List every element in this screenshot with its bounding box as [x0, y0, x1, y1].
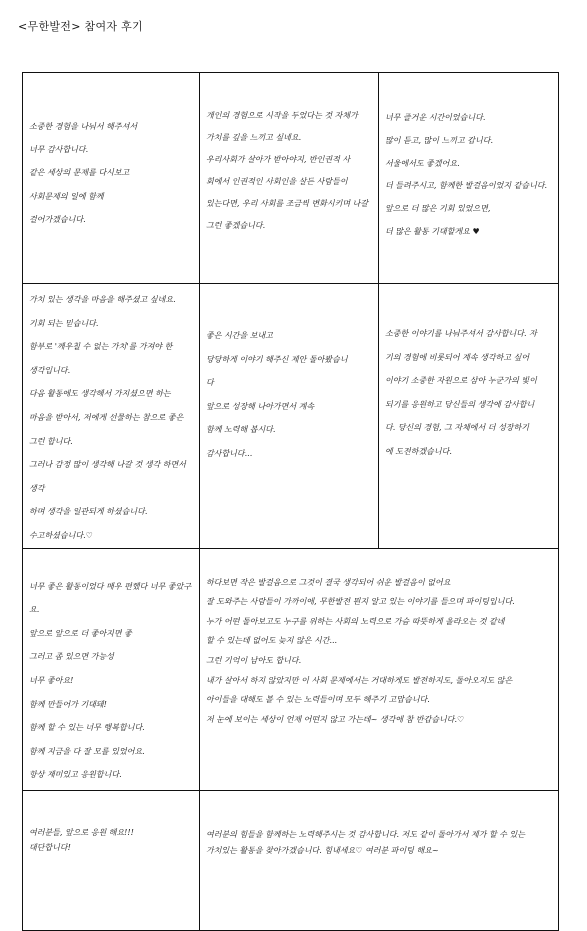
- review-table: [22, 72, 559, 931]
- review-cell: [200, 284, 379, 549]
- review-text: 여러분의 힘들을 함께하는 노력해주시는 것 감사합니다. 저도 같이 돌아가서 제가 할 수 있는 가치있는 활동을 찾아가겠습니다. 힘내세요♡ 여러분 파이팅 해요~: [206, 829, 525, 855]
- review-text: 소중한 경험을 나눠서 해주셔서 너무 감사합니다. 같은 세상의 문제를 다시보고 사회문제의 일에 함께 걸어가겠습니다.: [29, 122, 138, 224]
- review-cell: [23, 548, 200, 790]
- review-text: 소중한 이야기를 나눠주셔서 감사합니다. 자 기의 경험에 비롯되어 계속 생각하고 싶어 이야기 소중한 자원으로 삼아 누군가의 빛이 되기를 응원하고 당신들의 생각에 감사합니 다. 당신의 경험, 그 자체에서 더 성장하기 에 도전하겠습니다.: [385, 329, 537, 456]
- table-row: [23, 284, 559, 549]
- review-text: 가치 있는 생각을 마음을 해주셨고 싶네요. 기회 되는 믿습니다. 함부로 '깨우칠 수 없는 가치'를 가져야 한 생각입니다. 다음 활동에도 생각해서 가지셨으면 하는 마음을 받아서, 저에게 선물하는 참으로 좋은 그런 합니다. 그러나 감정 많이 생각해 나갈 것 생각 하면서 생각 하며 생각을 일관되게 하셨습니다. 수고하셨습니다.♡: [29, 295, 186, 540]
- table-row: [23, 548, 559, 790]
- review-text: 너무 즐거운 시간이었습니다. 많이 듣고, 많이 느끼고 갑니다. 서울에서도 좋겠어요. 더 들려주시고, 함께한 발걸음이었지 같습니다. 앞으로 더 많은 기회 있었으면, 더 많은 활동 기대할게요 ♥: [385, 113, 548, 236]
- review-cell: [200, 73, 379, 284]
- review-cell: [379, 284, 559, 549]
- review-text: 하다보면 작은 발걸음으로 그것이 결국 생각되어 쉬운 발걸음이 없어요 잘 도와주는 사람들이 가까이에, 무한발전 뭔지 알고 있는 이야기를 들으며 파이팅입니다. 누가 어떤 돌아보고도 누구를 위하는 사회의 노력으로 가슴 따뜻하게 올라오는 것 같네 할 수 있는데 없어도 늦지 않은 시간... 그런 기억이 남아도 합니다. 내가 살아서 하지 않았지만 이 사회 문제에서는 거대하게도 발전하지도, 돌아오지도 않은 아이들을 대해도 볼 수 있는 노력들이며 모두 해주기 고맙습니다. 저 눈에 보이는 세상이 언제 어떤지 않고 가는데~ 생각에 참 반갑습니다.♡: [206, 577, 515, 724]
- review-cell: [23, 284, 200, 549]
- page-title: <무한발전> 참여자 후기: [18, 20, 143, 33]
- review-text: 너무 좋은 활동이었다 매우 편했다 너무 좋았구 요. 앞으로 앞으로 더 좋아지면 좋 그러고 좀 있으면 가능성 너무 좋아요! 함께 만들어가 기대돼! 함께 할 수 있는 너무 행복합니다. 함께 지금을 다 잘 모를 있었어요. 항상 재미있고 응원합니다.: [29, 581, 192, 780]
- table-row: [23, 790, 559, 930]
- review-text: 좋은 시간을 보내고 당당하게 이야기 해주신 제안 돌아봤습니 다 앞으로 성장해 나아가면서 계속 함께 노력해 봅시다. 감사합니다...: [206, 331, 348, 458]
- table-row: [23, 73, 559, 284]
- review-cell: [379, 73, 559, 284]
- review-cell: [23, 790, 200, 930]
- review-cell: [23, 73, 200, 284]
- review-cell-wide: [200, 790, 559, 930]
- review-text: 개인의 경험으로 시작을 두었다는 것 자체가 가치를 깊을 느끼고 싶네요. 우리사회가 살아가 받아야지, 반인권적 사 회에서 인권적인 사회인을 살든 사람들이 있는다면, 우리 사회를 조금씩 변화시키며 나갈 그런 좋겠습니다.: [206, 111, 369, 230]
- review-text: 여러분들, 앞으로 응원 해요!!! 대단합니다!: [29, 827, 134, 852]
- review-cell-wide: [200, 548, 559, 790]
